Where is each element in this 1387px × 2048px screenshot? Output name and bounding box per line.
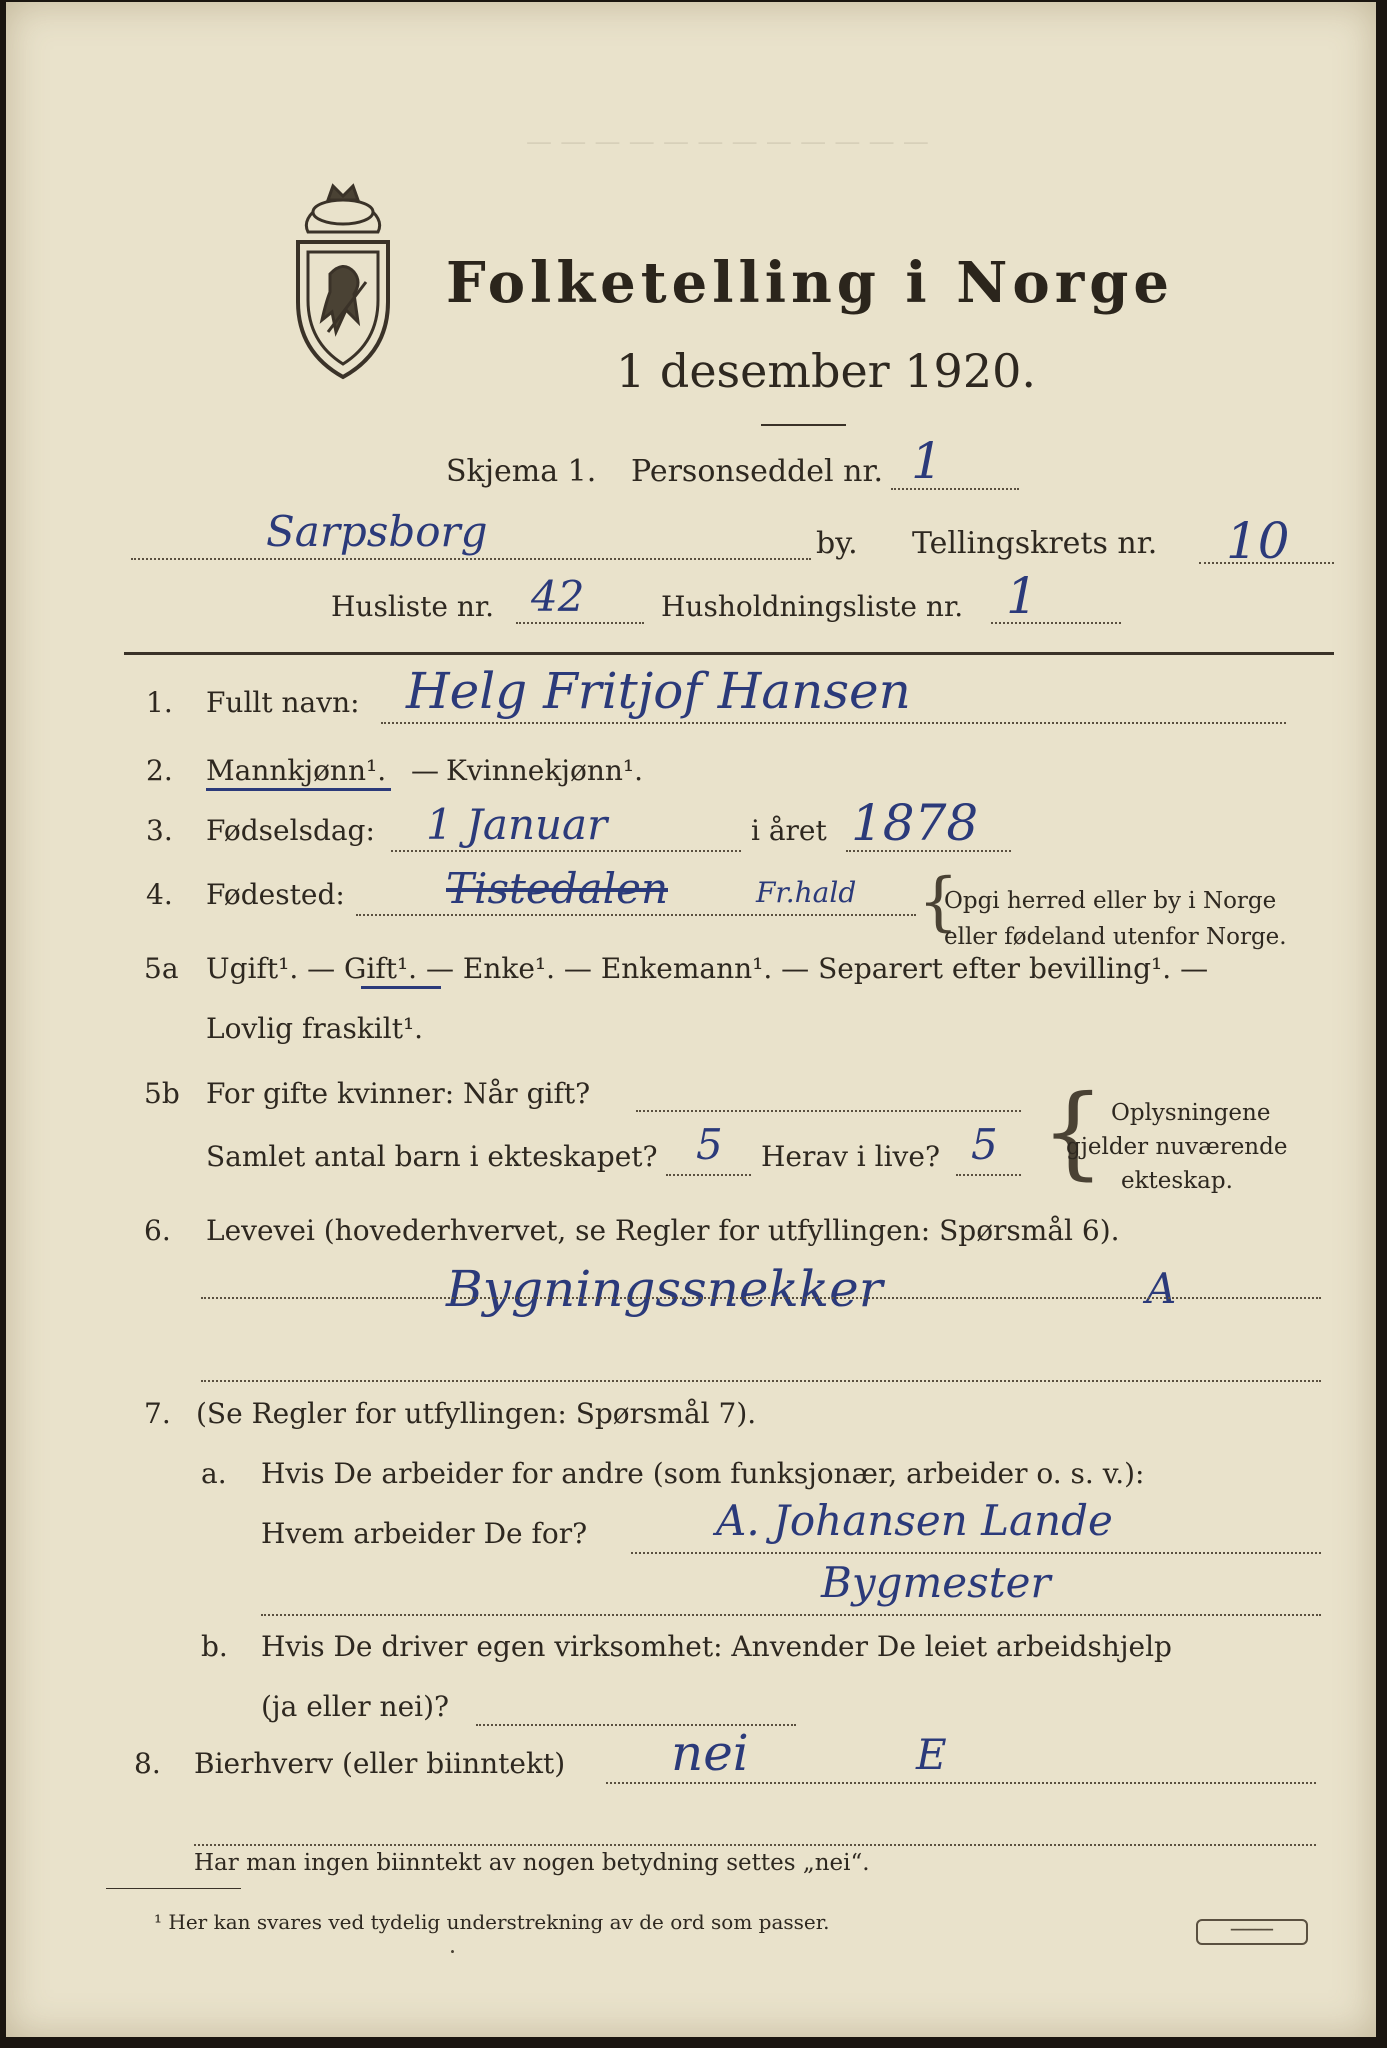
occupation-value[interactable]: Bygningssnekker [446,1260,883,1318]
full-name-value[interactable]: Helg Fritjof Hansen [406,662,911,720]
tellingskrets-value[interactable]: 10 [1226,512,1290,570]
q2-number: 2. [146,754,173,787]
children-label: Samlet antal barn i ekteskapet? [206,1140,658,1173]
skjema-label: Skjema 1. [446,454,597,489]
q5b-note-1: Oplysningene [1111,1100,1271,1126]
birthplace-value[interactable]: Tistedalen [446,864,668,913]
form-date: 1 desember 1920. [616,344,1036,398]
husliste-line [516,622,644,624]
employer-line-1 [631,1552,1321,1554]
coat-of-arms-icon [288,182,398,382]
gender-separator: — [411,754,439,787]
census-form [6,2,1376,2037]
husliste-label: Husliste nr. [331,590,495,623]
personseddel-value[interactable]: 1 [911,432,943,490]
year-label: i året [751,814,827,847]
q6-label: Levevei (hovederhvervet, se Regler for utfyllingen: Spørsmål 6). [206,1214,1120,1247]
q3-label: Fødselsdag: [206,814,375,847]
q8-line-2 [194,1844,1316,1846]
q7a-letter: a. [201,1457,227,1490]
by-value[interactable]: Sarpsborg [266,507,488,556]
birthday-value[interactable]: 1 Januar [426,800,608,849]
smudge: ˙ [446,1947,459,1977]
male-underline [206,788,391,791]
marital-options[interactable]: Ugift¹. — Gift¹. — Enke¹. — Enkemann¹. — Separert efter bevilling¹. — [206,952,1209,985]
q5a-number: 5a [144,952,179,985]
birth-year-value[interactable]: 1878 [851,794,979,852]
side-income-value[interactable]: nei [671,1724,749,1782]
q4-note-2: eller fødeland utenfor Norge. [944,924,1287,950]
footnote: ¹ Her kan svares ved tydelig understrekning av de ord som passer. [154,1910,830,1934]
q4-note-1: Opgi herred eller by i Norge [944,888,1277,914]
employer-value-2[interactable]: Bygmester [821,1558,1051,1607]
side-income-mark: E [916,1730,947,1779]
q7b-letter: b. [201,1630,228,1663]
tellingskrets-label: Tellingskrets nr. [912,526,1158,561]
children-value[interactable]: 5 [696,1120,723,1169]
footnote-rule [106,1888,241,1889]
form-title: Folketelling i Norge [446,250,1175,316]
q7-label: (Se Regler for utfyllingen: Spørsmål 7). [196,1397,757,1430]
employer-line-2 [261,1614,1321,1616]
occupation-line-2 [201,1380,1321,1382]
q3-number: 3. [146,814,173,847]
occupation-mark: A [1146,1264,1177,1313]
q1-line [381,722,1286,724]
bleed-through: — — — — — — — — — — — — [526,127,929,157]
married-when-label: For gifte kvinner: Når gift? [206,1077,591,1110]
q8-label: Bierhverv (eller biinntekt) [194,1747,566,1780]
alive-value[interactable]: 5 [971,1120,998,1169]
female-option[interactable]: Kvinnekjønn¹. [446,754,644,787]
employer-value-1[interactable]: A. Johansen Lande [716,1496,1113,1545]
q5b-brace: { [1041,1073,1105,1190]
divorced-option[interactable]: Lovlig fraskilt¹. [206,1012,424,1045]
q8-line [606,1782,1316,1784]
q5b-note-2: gjelder nuværende [1066,1134,1288,1160]
q7b-line-2: (ja eller nei)? [261,1690,450,1723]
header-rule [124,652,1334,655]
male-option[interactable]: Mannkjønn¹. [206,754,387,787]
q4-number: 4. [146,878,173,911]
birthplace-value-2[interactable]: Fr.hald [756,876,857,909]
q7b-line-1: Hvis De driver egen virksomhet: Anvender De leiet arbeidshjelp [261,1630,1172,1663]
by-label: by. [816,526,858,561]
gift-underline [361,986,441,989]
q4-line [356,914,916,916]
q1-label: Fullt navn: [206,686,360,719]
q5b-number: 5b [144,1077,180,1110]
q8-number: 8. [134,1747,161,1780]
q5b-note-3: ekteskap. [1121,1168,1233,1194]
husholdning-value[interactable]: 1 [1006,567,1038,625]
q6-number: 6. [144,1214,171,1247]
q7a-line-1: Hvis De arbeider for andre (som funksjonær, arbeider o. s. v.): [261,1457,1145,1490]
q7-number: 7. [144,1397,171,1430]
personseddel-label: Personseddel nr. [631,454,884,489]
printer-stamp-icon: ━━━━━━━ [1196,1919,1308,1945]
q4-label: Fødested: [206,878,345,911]
by-line [131,558,811,560]
q7a-line-2: Hvem arbeider De for? [261,1517,588,1550]
footer-note: Har man ingen biinntekt av nogen betydning settes „nei“. [194,1850,870,1876]
title-divider [761,424,846,426]
occupation-line-1 [201,1297,1321,1299]
alive-line [956,1174,1021,1176]
husholdning-label: Husholdningsliste nr. [661,590,964,623]
q1-number: 1. [146,686,173,719]
children-line [666,1174,751,1176]
married-when-line [636,1110,1021,1112]
husliste-value[interactable]: 42 [531,572,585,621]
q3-line [391,850,741,852]
q4-brace: { [918,865,959,939]
alive-label: Herav i live? [761,1140,940,1173]
